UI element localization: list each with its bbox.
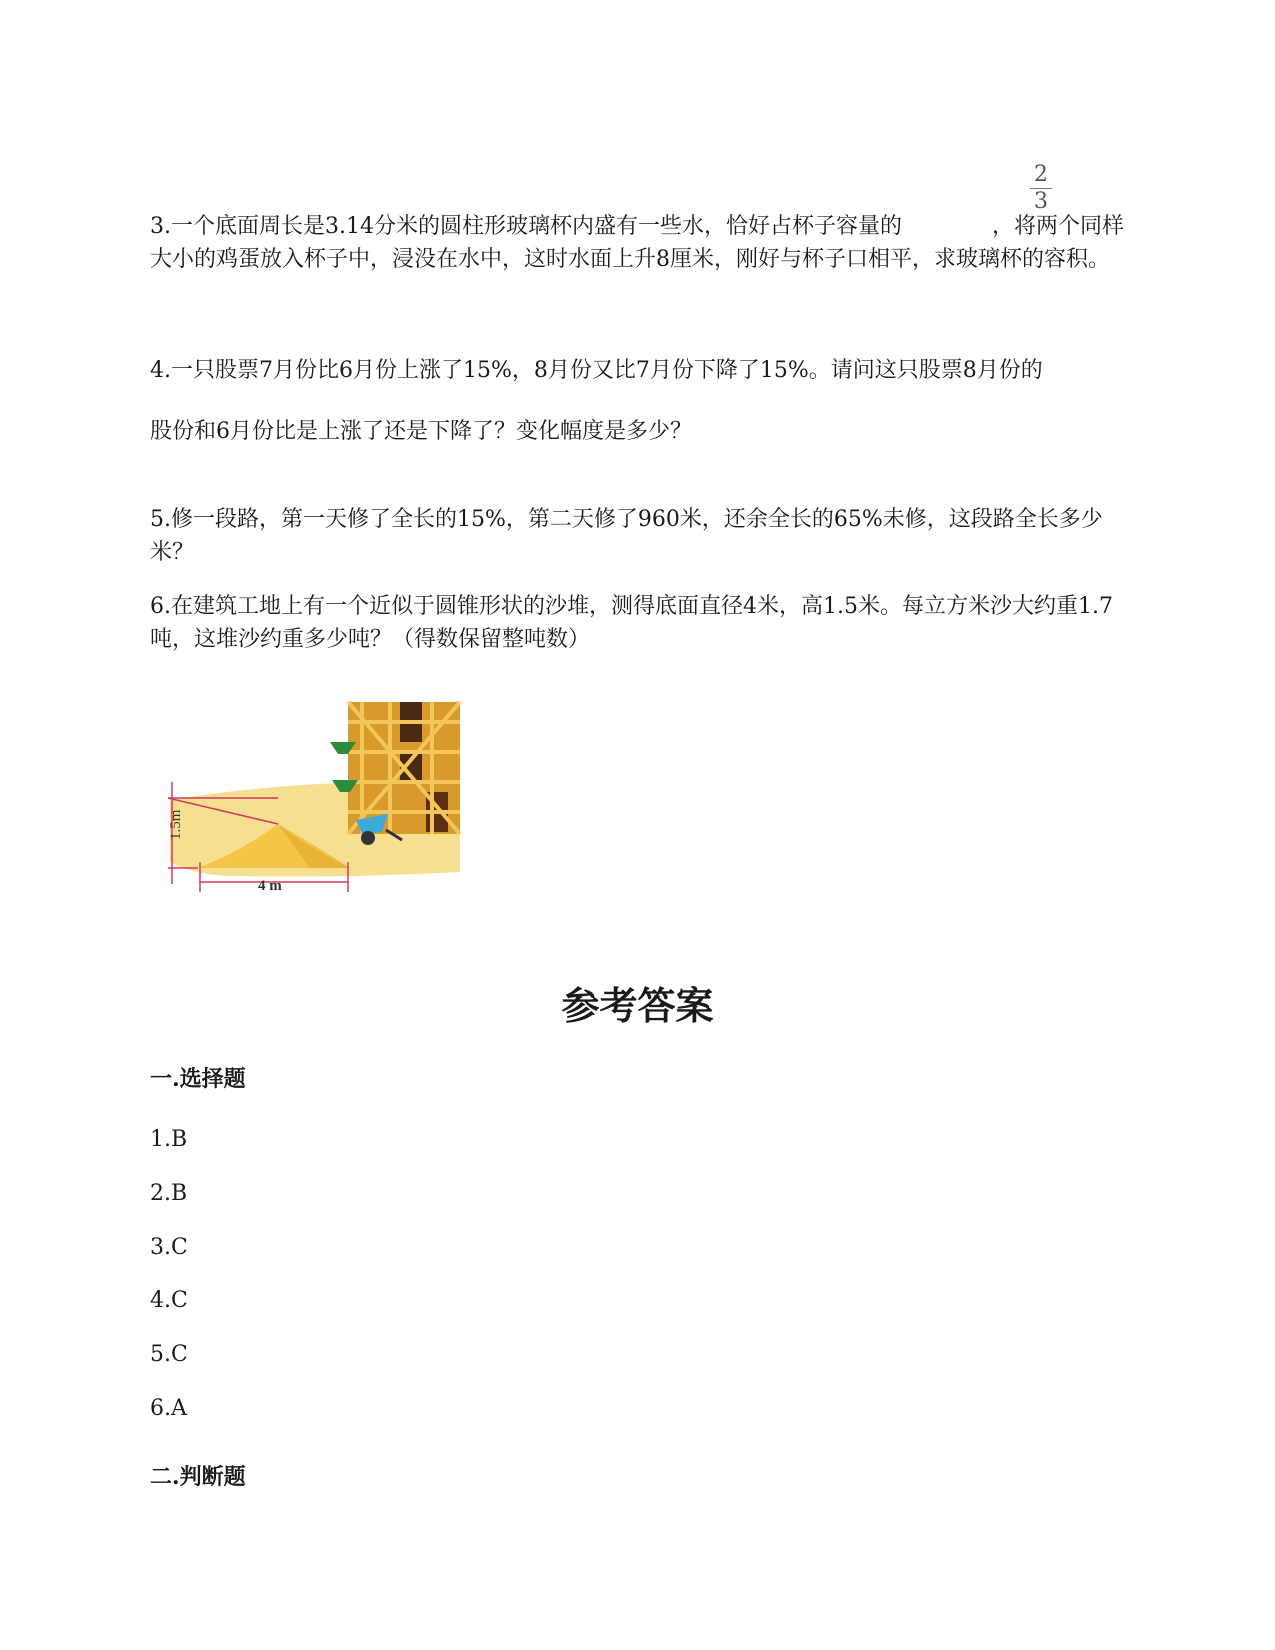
section-choice-heading: 一.选择题 — [150, 1066, 246, 1092]
fraction-denominator: 3 — [1034, 189, 1048, 214]
question-4-line-2: 股份和6月份比是上涨了还是下降了？变化幅度是多少？ — [150, 419, 692, 444]
scaffolding-building — [330, 702, 460, 834]
question-6: 6.在建筑工地上有一个近似于圆锥形状的沙堆，测得底面直径4米，高1.5米。每立方米沙大约重1.7吨，这堆沙约重多少吨？（得数保留整吨数） — [150, 594, 1113, 652]
answer-item: 6.A — [150, 1396, 187, 1421]
answer-item: 1.B — [150, 1127, 188, 1152]
answer-item: 5.C — [150, 1342, 188, 1367]
height-label: 1.5m — [168, 809, 184, 840]
question-3-text-after: ，将两个同样大小的鸡蛋放入杯子中，浸没在水中，这时水面上升8厘米，刚好与杯子口相平，求玻璃杯的容积。 — [150, 214, 1124, 272]
section-judgement-heading: 二.判断题 — [150, 1464, 246, 1490]
question-3-text: 3.一个底面周长是3.14分米的圆柱形玻璃杯内盛有一些水，恰好占杯子容量的 — [150, 214, 902, 239]
fraction-two-thirds — [1030, 163, 1052, 214]
answer-item: 3.C — [150, 1235, 188, 1260]
question-3 — [150, 210, 1130, 276]
question-4-line-1: 4.一只股票7月份比6月份上涨了15%，8月份又比7月份下降了15%。请问这只股票8月份的 — [150, 358, 1043, 383]
answers-title: 参考答案 — [561, 983, 714, 1028]
diameter-label: 4 m — [258, 878, 282, 894]
sand-pile-figure — [150, 692, 470, 922]
question-5: 5.修一段路，第一天修了全长的15%，第二天修了960米，还余全长的65%未修，这段路全长多少米？ — [150, 507, 1103, 565]
answer-item: 4.C — [150, 1288, 188, 1313]
answer-item: 2.B — [150, 1181, 188, 1206]
fraction-numerator: 2 — [1034, 162, 1048, 187]
